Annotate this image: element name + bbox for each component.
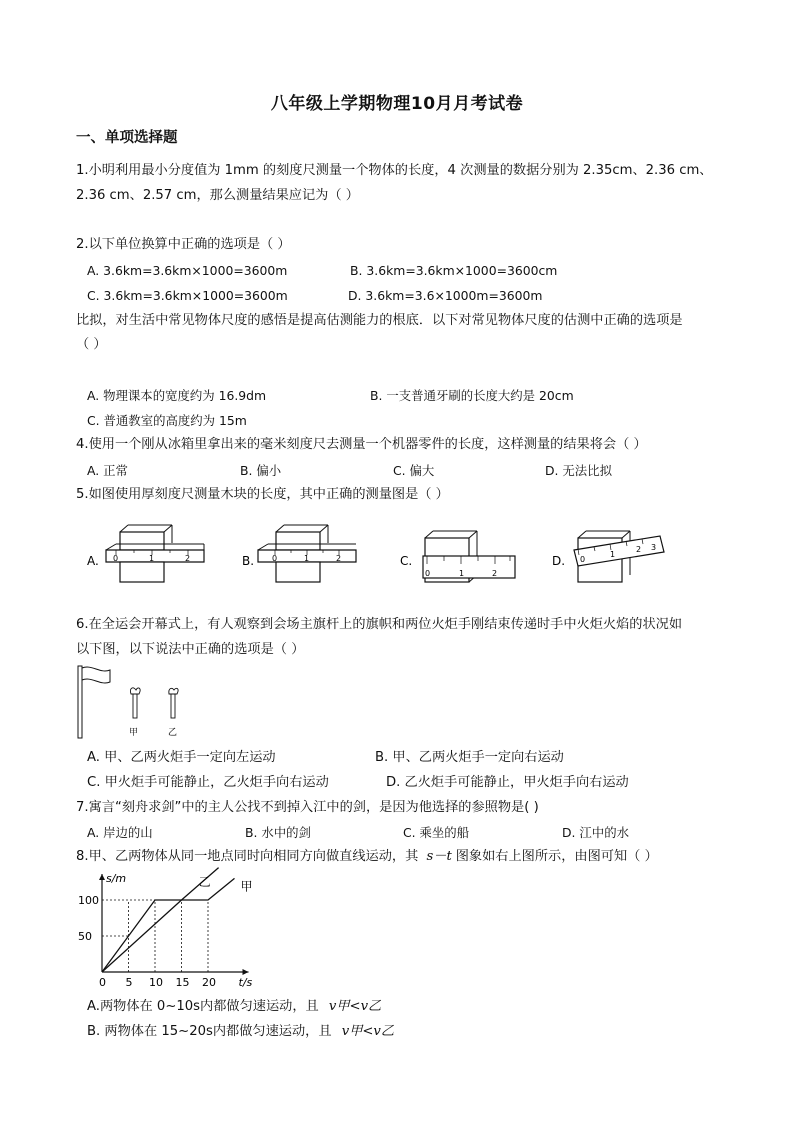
q6-figure — [76, 660, 196, 740]
q5-label-b: B. — [242, 554, 255, 568]
y-tick-label: 100 — [78, 894, 99, 907]
q2-option-c[interactable]: C. 3.6km=3.6km×1000=3600m — [87, 288, 288, 303]
svg-text:0: 0 — [272, 554, 278, 563]
x-tick-label: 10 — [149, 976, 163, 989]
svg-text:0: 0 — [113, 554, 119, 563]
svg-text:1: 1 — [149, 554, 155, 563]
q2-option-b[interactable]: B. 3.6km=3.6km×1000=3600cm — [350, 263, 558, 278]
q2-option-d[interactable]: D. 3.6km=3.6×1000m=3600m — [348, 288, 543, 303]
svg-text:1: 1 — [304, 554, 310, 563]
q6-option-d[interactable]: D. 乙火炬手可能静止，甲火炬手向右运动 — [386, 775, 629, 790]
q8-option-b[interactable] — [87, 1024, 394, 1040]
svg-text:1: 1 — [459, 569, 465, 578]
st-graph-svg — [78, 868, 253, 990]
q8-option-a-text: A.两物体在 0~10s内都做匀速运动，且 — [87, 999, 319, 1014]
torch-yi-label: 乙 — [168, 728, 178, 738]
section-heading: 一、单项选择题 — [76, 130, 178, 146]
q5-diagram-d[interactable] — [574, 531, 664, 582]
page-title: 八年级上学期物理10月月考试卷 — [270, 94, 524, 114]
q6-stem-line2: 以下图，以下说法中正确的选项是（ ） — [76, 642, 305, 657]
torch-jia — [129, 688, 140, 738]
torch-jia-label: 甲 — [129, 728, 139, 738]
y-tick-label: 50 — [78, 930, 92, 943]
q7-option-a[interactable]: A. 岸边的山 — [87, 825, 153, 840]
q7-option-b[interactable]: B. 水中的剑 — [245, 825, 311, 840]
torch-yi — [168, 688, 178, 738]
q5-label-c: C. — [400, 554, 413, 568]
flagpole-with-flag — [78, 666, 110, 738]
svg-text:0: 0 — [580, 555, 586, 564]
q5-ruler-diagrams — [80, 520, 720, 600]
q7-option-c[interactable]: C. 乘坐的船 — [403, 825, 470, 840]
q4-option-c[interactable]: C. 偏大 — [393, 463, 435, 478]
q2-stem: 2.以下单位换算中正确的选项是（ ） — [76, 237, 291, 252]
x-tick-label: 15 — [175, 976, 190, 989]
series-label-jia: 甲 — [240, 879, 253, 894]
svg-text:1: 1 — [610, 550, 616, 559]
q3-stem-line1: 比拟，对生活中常见物体尺度的感悟是提高估测能力的根底．以下对常见物体尺度的估测中正确的选项是 — [76, 313, 683, 328]
series-label-yi: 乙 — [198, 875, 211, 889]
svg-text:2: 2 — [336, 554, 342, 563]
q5-diagram-b[interactable] — [258, 525, 356, 582]
q4-option-b[interactable]: B. 偏小 — [240, 463, 282, 478]
q5-stem: 5.如图使用厚刻度尺测量木块的长度，其中正确的测量图是（ ） — [76, 487, 449, 502]
q8-option-b-relation: v甲<v乙 — [341, 1024, 395, 1039]
svg-text:2: 2 — [636, 545, 642, 554]
svg-text:3: 3 — [651, 543, 657, 552]
q4-option-d[interactable]: D. 无法比拟 — [545, 463, 612, 478]
q3-option-b[interactable]: B. 一支普通牙刷的长度大约是 20cm — [370, 388, 574, 403]
q5-label-d: D. — [552, 554, 566, 568]
q3-stem-line2: （ ） — [76, 337, 107, 352]
q4-stem: 4.使用一个刚从冰箱里拿出来的毫米刻度尺去测量一个机器零件的长度，这样测量的结果将会（ ） — [76, 437, 647, 452]
q8-option-a[interactable] — [87, 999, 381, 1015]
x-tick-label: 0 — [99, 976, 106, 989]
q7-stem: 7.寓言“刻舟求剑”中的主人公找不到掉入江中的剑，是因为他选择的参照物是( ) — [76, 800, 539, 815]
x-tick-label: 20 — [202, 976, 216, 989]
q5-diagram-a[interactable] — [106, 525, 204, 582]
svg-text:2: 2 — [185, 554, 191, 563]
q3-option-a[interactable]: A. 物理课本的宽度约为 16.9dm — [87, 388, 267, 403]
q4-option-a[interactable]: A. 正常 — [87, 463, 128, 478]
q5-figure — [80, 520, 720, 600]
q2-option-a[interactable]: A. 3.6km=3.6km×1000=3600m — [87, 263, 288, 278]
q6-option-a[interactable]: A. 甲、乙两火炬手一定向左运动 — [87, 750, 276, 765]
q7-option-d[interactable]: D. 江中的水 — [562, 825, 629, 840]
q6-stem-line1: 6.在全运会开幕式上，有人观察到会场主旗杆上的旗帜和两位火炬手刚结束传递时手中火炬火焰的状况如 — [76, 617, 683, 632]
q8-st-chart — [78, 868, 253, 990]
q8-option-a-relation: v甲<v乙 — [328, 999, 382, 1014]
q1-stem-line1: 1.小明利用最小分度值为 1mm 的刻度尺测量一个物体的长度，4 次测量的数据分别为 2.35cm、2.36 cm、 — [76, 163, 713, 178]
series-line-jia — [102, 878, 235, 972]
q8-stem-prefix: 8.甲、乙两物体从同一地点同时向相同方向做直线运动，其 — [76, 849, 419, 864]
q8-stem-suffix: 图象如右上图所示，由图可知（ ） — [455, 849, 658, 864]
y-axis-label: s/m — [106, 872, 127, 885]
q8-option-b-text: B. 两物体在 15~20s内都做匀速运动，且 — [87, 1024, 332, 1039]
q1-stem-line2: 2.36 cm、2.57 cm，那么测量结果应记为（ ） — [76, 188, 359, 203]
q3-option-c[interactable]: C. 普通教室的高度约为 15m — [87, 413, 247, 428]
x-tick-label: 5 — [125, 976, 133, 989]
svg-text:2: 2 — [492, 569, 498, 578]
q6-option-b[interactable]: B. 甲、乙两火炬手一定向右运动 — [375, 750, 564, 765]
x-axis-arrow — [243, 969, 249, 975]
q8-stem — [76, 849, 658, 865]
x-axis-label: t/s — [238, 976, 253, 989]
q8-stem-variable: s－t — [426, 849, 452, 864]
q5-label-a: A. — [87, 554, 99, 568]
y-axis-arrow — [99, 874, 105, 880]
q6-option-c[interactable]: C. 甲火炬手可能静止，乙火炬手向右运动 — [87, 775, 329, 790]
svg-text:0: 0 — [425, 569, 431, 578]
q5-diagram-c[interactable] — [423, 531, 515, 582]
